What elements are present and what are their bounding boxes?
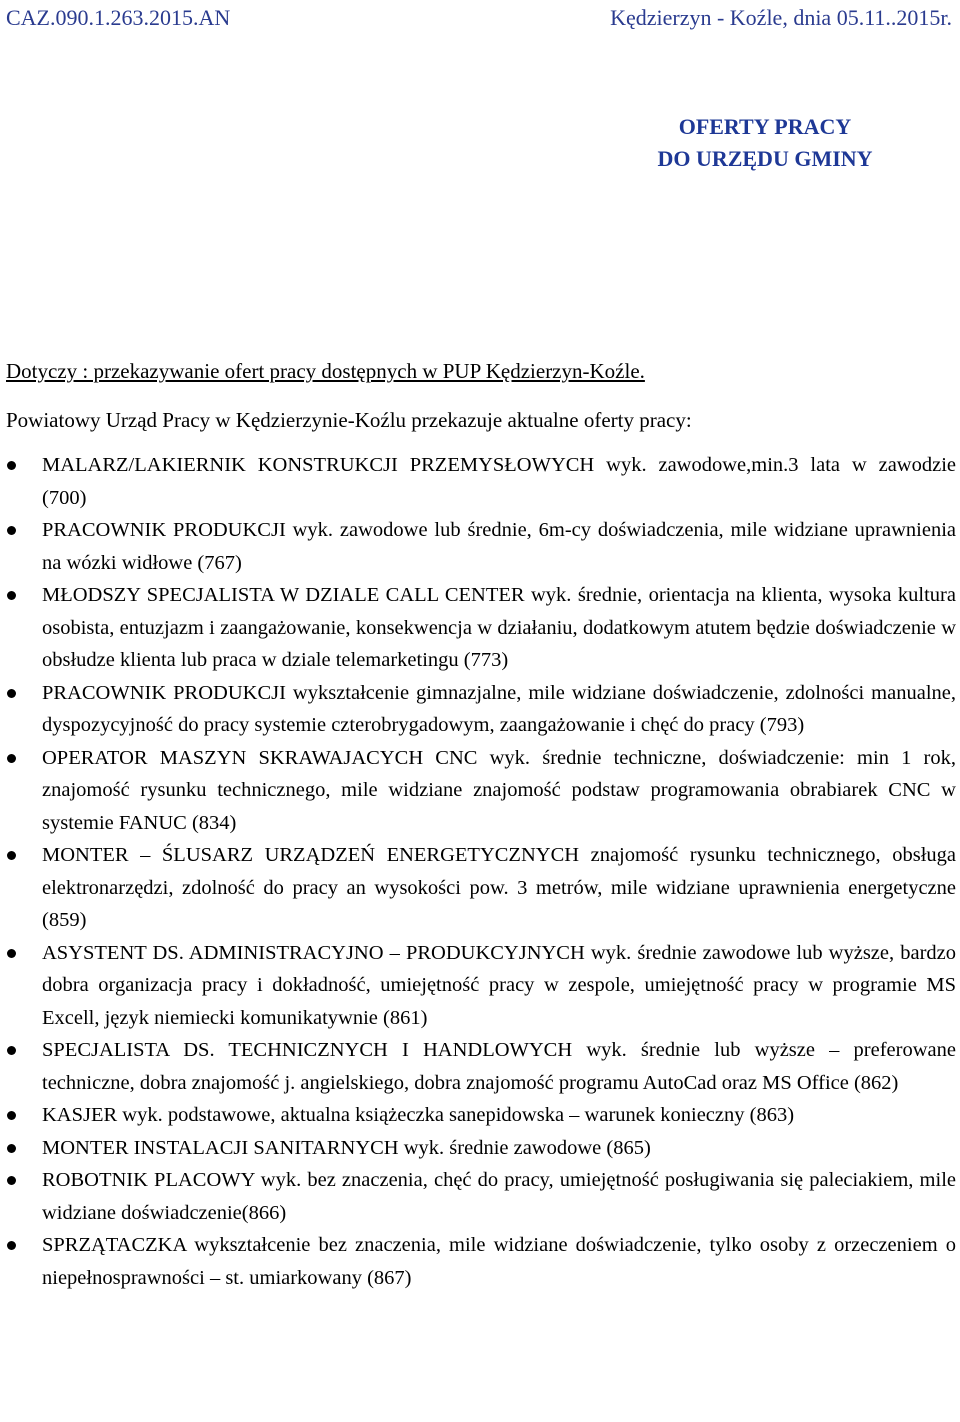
job-offer-text: MONTER INSTALACJI SANITARNYCH wyk. średnie zawodowe (865) (42, 1136, 651, 1159)
job-offer-item (0, 514, 960, 579)
subject-line: Dotyczy : przekazywanie ofert pracy dostępnych w PUP Kędzierzyn-Koźle. (6, 359, 645, 383)
job-offer-text: PRACOWNIK PRODUKCJI wyk. zawodowe lub średnie, 6m-cy doświadczenia, mile widziane uprawnienia na wózki widłowe (767) (42, 519, 956, 574)
job-offer-text: SPRZĄTACZKA wykształcenie bez znaczenia, mile widziane doświadczenie, tylko osoby z orzeczeniem o niepełnosprawności – st. umiarkowany (867) (42, 1234, 956, 1289)
job-offer-item (0, 449, 960, 514)
job-offer-item (0, 677, 960, 742)
place-and-date: Kędzierzyn - Koźle, dnia 05.11..2015r. (610, 5, 952, 30)
job-offer-text: MŁODSZY SPECJALISTA W DZIALE CALL CENTER wyk. średnie, orientacja na klienta, wysoka kultura osobista, entuzjazm i zaangażowanie, konsekwencja w działaniu, dodatkowym atutem będzie doświadczenie w obsłudze klienta lub praca w dziale telemarketingu (773) (42, 584, 956, 671)
bullet-icon (7, 949, 16, 958)
job-offer-item (0, 579, 960, 677)
job-offer-item (0, 1132, 960, 1165)
job-offer-item (0, 1164, 960, 1229)
job-offer-text: MALARZ/LAKIERNIK KONSTRUKCJI PRZEMYSŁOWYCH wyk. zawodowe,min.3 lata w zawodzie (700) (42, 454, 956, 509)
job-offer-text: SPECJALISTA DS. TECHNICZNYCH I HANDLOWYCH wyk. średnie lub wyższe – preferowane techniczne, dobra znajomość j. angielskiego, dobra znajomość programu AutoCad oraz MS Office (862) (42, 1039, 956, 1094)
bullet-icon (7, 1046, 16, 1055)
job-offer-item (0, 1034, 960, 1099)
job-offers-list (0, 449, 960, 1294)
bullet-icon (7, 1144, 16, 1153)
job-offer-item (0, 742, 960, 840)
bullet-icon (7, 1241, 16, 1250)
job-offer-text: MONTER – ŚLUSARZ URZĄDZEŃ ENERGETYCZNYCH znajomość rysunku technicznego, obsługa elektronarzędzi, zdolność do pracy an wysokości pow. 3 metrów, mile widziane uprawnienia energetyczne (859) (42, 844, 956, 931)
job-offer-text: PRACOWNIK PRODUKCJI wykształcenie gimnazjalne, mile widziane doświadczenie, zdolności manualne, dyspozycyjność do pracy systemie czterobrygadowym, zaangażowanie i chęć do pracy (793) (42, 681, 956, 736)
intro-paragraph: Powiatowy Urząd Pracy w Kędzierzynie-Koźlu przekazuje aktualne oferty pracy: (6, 408, 692, 432)
bullet-icon (7, 851, 16, 860)
job-offer-text: OPERATOR MASZYN SKRAWAJACYCH CNC wyk. średnie techniczne, doświadczenie: min 1 rok, znajomość rysunku technicznego, mile widziane znajomość podstaw programowania obrabiarek CNC w systemie FANUC (834) (42, 746, 956, 834)
bullet-icon (7, 689, 16, 698)
bullet-icon (7, 754, 16, 763)
job-offer-item (0, 1229, 960, 1294)
job-offer-item (0, 937, 960, 1035)
job-offer-item (0, 1099, 960, 1132)
document-title (540, 111, 960, 175)
job-offer-item (0, 839, 960, 937)
bullet-icon (7, 1111, 16, 1120)
title-line-2: DO URZĘDU GMINY (657, 146, 873, 171)
job-offer-text: KASJER wyk. podstawowe, aktualna książeczka sanepidowska – warunek konieczny (863) (42, 1104, 795, 1126)
title-line-1: OFERTY PRACY (678, 114, 852, 139)
bullet-icon (7, 526, 16, 535)
bullet-icon (7, 461, 16, 470)
bullet-icon (7, 1176, 16, 1185)
document-header (6, 3, 952, 33)
job-offer-text: ROBOTNIK PLACOWY wyk. bez znaczenia, chęć do pracy, umiejętność posługiwania się paleciakiem, mile widziane doświadczenie(866) (42, 1169, 956, 1224)
job-offer-text: ASYSTENT DS. ADMINISTRACYJNO – PRODUKCYJNYCH wyk. średnie zawodowe lub wyższe, bardzo dobra organizacja pracy i dokładność, umiejętność pracy w zespole, umiejętność pracy w programie MS Excell, język niemiecki komunikatywnie (861) (42, 941, 956, 1029)
bullet-icon (7, 591, 16, 600)
reference-number: CAZ.090.1.263.2015.AN (6, 5, 231, 30)
